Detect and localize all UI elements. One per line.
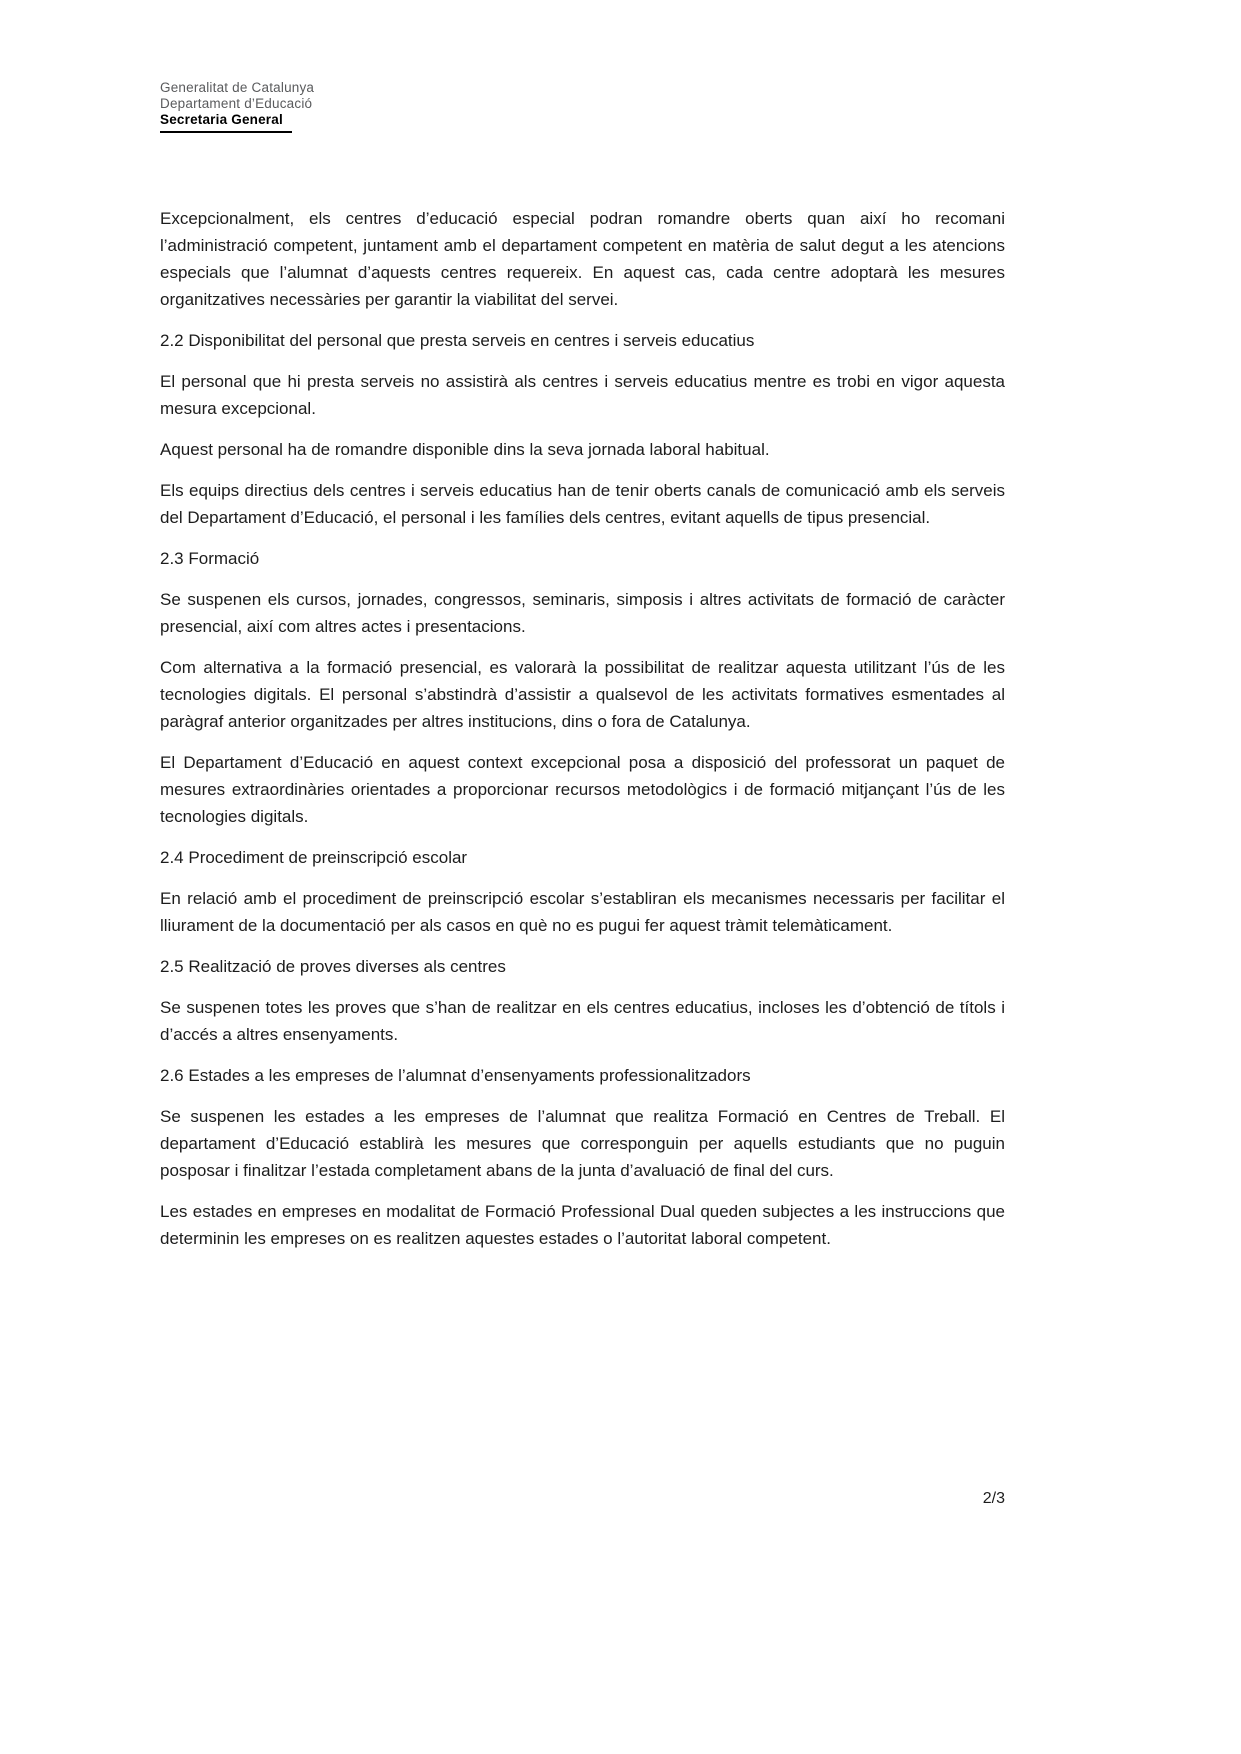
body-paragraph: El Departament d’Educació en aquest context excepcional posa a disposició del professorat un paquet de mesures extraordinàries orientades a proporcionar recursos metodològics i de formació mitjançant l’ús de les tecnologies digitals. xyxy=(160,753,1005,826)
page-footer xyxy=(160,1490,1005,1508)
page-number: 2/3 xyxy=(982,1490,1005,1507)
body-paragraph: Els equips directius dels centres i serveis educatius han de tenir oberts canals de comunicació amb els serveis del Departament d’Educació, el personal i les famílies dels centres, evitant aquells de tipus presencial. xyxy=(160,481,1005,527)
body-paragraph: Se suspenen les estades a les empreses de l’alumnat que realitza Formació en Centres de Treball. El departament d’Educació establirà les mesures que corresponguin per aquells estudiants que no puguin posposar i finalitzar l’estada completament abans de la junta d’avaluació de final del curs. xyxy=(160,1107,1005,1180)
letterhead-divider xyxy=(160,131,292,133)
section-heading: 2.3 Formació xyxy=(160,549,260,568)
section-heading: 2.2 Disponibilitat del personal que presta serveis en centres i serveis educatius xyxy=(160,331,755,350)
body-paragraph: El personal que hi presta serveis no assistirà als centres i serveis educatius mentre es trobi en vigor aquesta mesura excepcional. xyxy=(160,372,1005,418)
body-paragraph: Com alternativa a la formació presencial, es valorarà la possibilitat de realitzar aquesta utilitzant l’ús de les tecnologies digitals. El personal s’abstindrà d’assistir a qualsevol de les activitats formatives esmentades al paràgraf anterior organitzades per altres institucions, dins o fora de Catalunya. xyxy=(160,658,1005,731)
org-department: Departament d’Educació xyxy=(160,96,313,111)
body-paragraph: En relació amb el procediment de preinscripció escolar s’establiran els mecanismes necessaris per facilitar el lliurament de la documentació per als casos en què no es pugui fer aquest tràmit telemàticament. xyxy=(160,889,1005,935)
body-paragraph: Se suspenen els cursos, jornades, congressos, seminaris, simposis i altres activitats de formació de caràcter presencial, així com altres actes i presentacions. xyxy=(160,590,1005,636)
org-unit: Secretaria General xyxy=(160,112,283,127)
section-heading: 2.6 Estades a les empreses de l’alumnat d’ensenyaments professionalitzadors xyxy=(160,1066,751,1085)
body-paragraph: Excepcionalment, els centres d’educació especial podran romandre oberts quan així ho recomani l’administració competent, juntament amb el departament competent en matèria de salut degut a les atencions especials que l’alumnat d’aquests centres requereix. En aquest cas, cada centre adoptarà les mesures organitzatives necessàries per garantir la viabilitat del servei. xyxy=(160,209,1005,309)
letterhead xyxy=(160,80,314,133)
section-heading: 2.5 Realització de proves diverses als centres xyxy=(160,957,506,976)
section-heading: 2.4 Procediment de preinscripció escolar xyxy=(160,848,468,867)
org-name: Generalitat de Catalunya xyxy=(160,80,315,95)
body-paragraph: Se suspenen totes les proves que s’han de realitzar en els centres educatius, incloses les d’obtenció de títols i d’accés a altres ensenyaments. xyxy=(160,998,1005,1044)
body-paragraph: Les estades en empreses en modalitat de Formació Professional Dual queden subjectes a les instruccions que determinin les empreses on es realitzen aquestes estades o l’autoritat laboral competent. xyxy=(160,1202,1005,1248)
body-paragraph: Aquest personal ha de romandre disponible dins la seva jornada laboral habitual. xyxy=(160,440,770,459)
document-body xyxy=(160,205,1005,1266)
